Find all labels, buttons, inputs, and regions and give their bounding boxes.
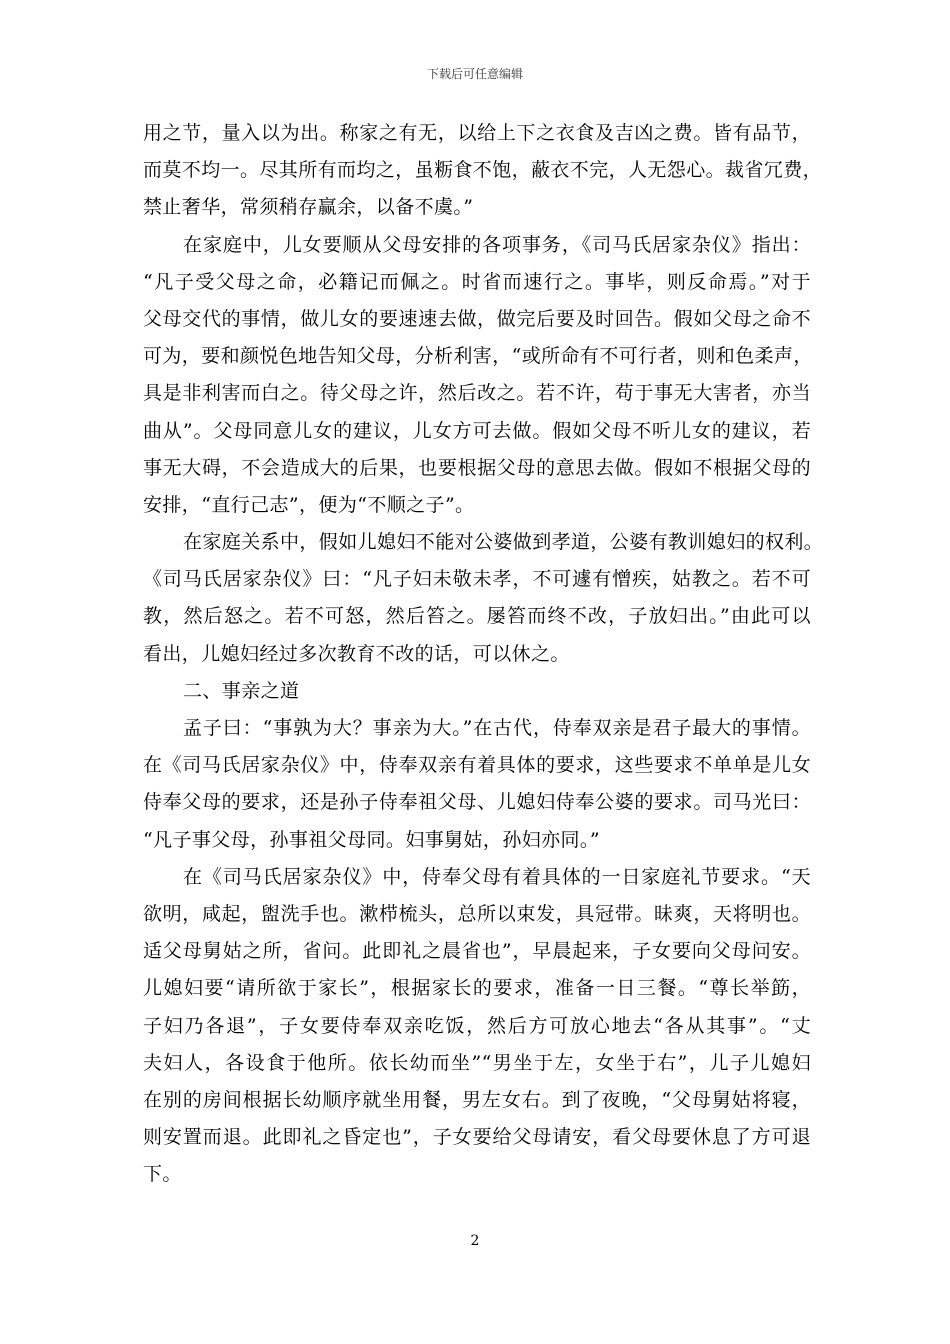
text-line: 禁止奢华，常须稍存赢余，以备不虞。” — [143, 196, 474, 219]
text-line: 在《司马氏居家杂仪》中，侍奉双亲有着具体的要求，这些要求不单单是儿女 — [143, 754, 811, 777]
text-line: 在《司马氏居家杂仪》中，侍奉父母有着具体的一日家庭礼节要求。“天 — [183, 865, 811, 888]
page-number: 2 — [470, 1233, 480, 1249]
text-line: 教，然后怒之。若不可怒，然后笞之。屡笞而终不改，子放妇出。”由此可以 — [143, 605, 811, 628]
text-line: 在家庭中，儿女要顺从父母安排的各项事务，《司马氏居家杂仪》指出： — [183, 233, 811, 256]
text-line: 欲明，咸起，盥洗手也。漱栉梳头，总所以束发，具冠带。昧爽，天将明也。 — [143, 902, 811, 925]
text-line: 侍奉父母的要求，还是孙子侍奉祖父母、儿媳妇侍奉公婆的要求。司马光曰： — [143, 791, 811, 814]
document-body — [143, 115, 824, 1193]
text-line: 《司马氏居家杂仪》曰：“凡子妇未敬未孝，不可遽有憎疾，姑教之。若不可 — [143, 568, 811, 591]
text-line: 而莫不均一。尽其所有而均之，虽粝食不饱，蔽衣不完，人无怨心。裁省冗费， — [143, 159, 823, 182]
text-line: 父母交代的事情，做儿女的要速速去做，做完后要及时回告。假如父母之命不 — [143, 307, 811, 330]
text-line: 二、事亲之道 — [183, 679, 300, 702]
text-line: 适父母舅姑之所，省问。此即礼之晨省也”，早晨起来，子女要向父母问安。 — [143, 940, 811, 963]
text-line: 孟子曰：“事孰为大？事亲为大。”在古代，侍奉双亲是君子最大的事情。 — [183, 717, 811, 739]
text-line: “凡子受父母之命，必籍记而佩之。时省而速行之。事毕，则反命焉。”对于 — [143, 270, 811, 293]
text-line: 安排，“直行己志”，便为“不顺之子”。 — [143, 493, 475, 516]
text-line: 看出，儿媳妇经过多次教育不改的话，可以休之。 — [143, 642, 570, 665]
text-line: 子妇乃各退”，子女要侍奉双亲吃饭，然后方可放心地去“各从其事”。“丈 — [143, 1014, 811, 1037]
text-line: 夫妇人，各设食于他所。依长幼而坐”“男坐于左，女坐于右”，儿子儿媳妇 — [143, 1051, 811, 1074]
text-line: 儿媳妇要“请所欲于家长”，根据家长的要求，准备一日三餐。“尊长举筯， — [143, 977, 811, 1000]
text-line: 在别的房间根据长幼顺序就坐用餐，男左女右。到了夜晚，“父母舅姑将寝， — [143, 1088, 811, 1111]
text-line: 则安置而退。此即礼之昏定也”，子女要给父母请安，看父母要休息了方可退 — [143, 1126, 811, 1149]
page-header: 下载后可任意编辑 — [426, 67, 523, 81]
text-line: 具是非利害而白之。待父母之许，然后改之。若不许，苟于事无大害者，亦当 — [143, 382, 811, 405]
text-line: 下。 — [143, 1163, 182, 1186]
text-line: 可为，要和颜悦色地告知父母，分析利害，“或所命有不可行者，则和色柔声， — [143, 345, 813, 368]
text-line: 在家庭关系中，假如儿媳妇不能对公婆做到孝道，公婆有教训媳妇的权利。 — [183, 531, 824, 554]
text-line: “凡子事父母，孙事祖父母同。妇事舅姑，孙妇亦同。” — [143, 828, 600, 851]
text-line: 用之节，量入以为出。称家之有无，以给上下之衣食及吉凶之费。皆有品节， — [143, 122, 811, 144]
text-line: 事无大碍，不会造成大的后果，也要根据父母的意思去做。假如不根据父母的 — [143, 456, 811, 479]
text-line: 曲从”。父母同意儿女的建议，儿女方可去做。假如父母不听儿女的建议，若 — [143, 419, 811, 442]
